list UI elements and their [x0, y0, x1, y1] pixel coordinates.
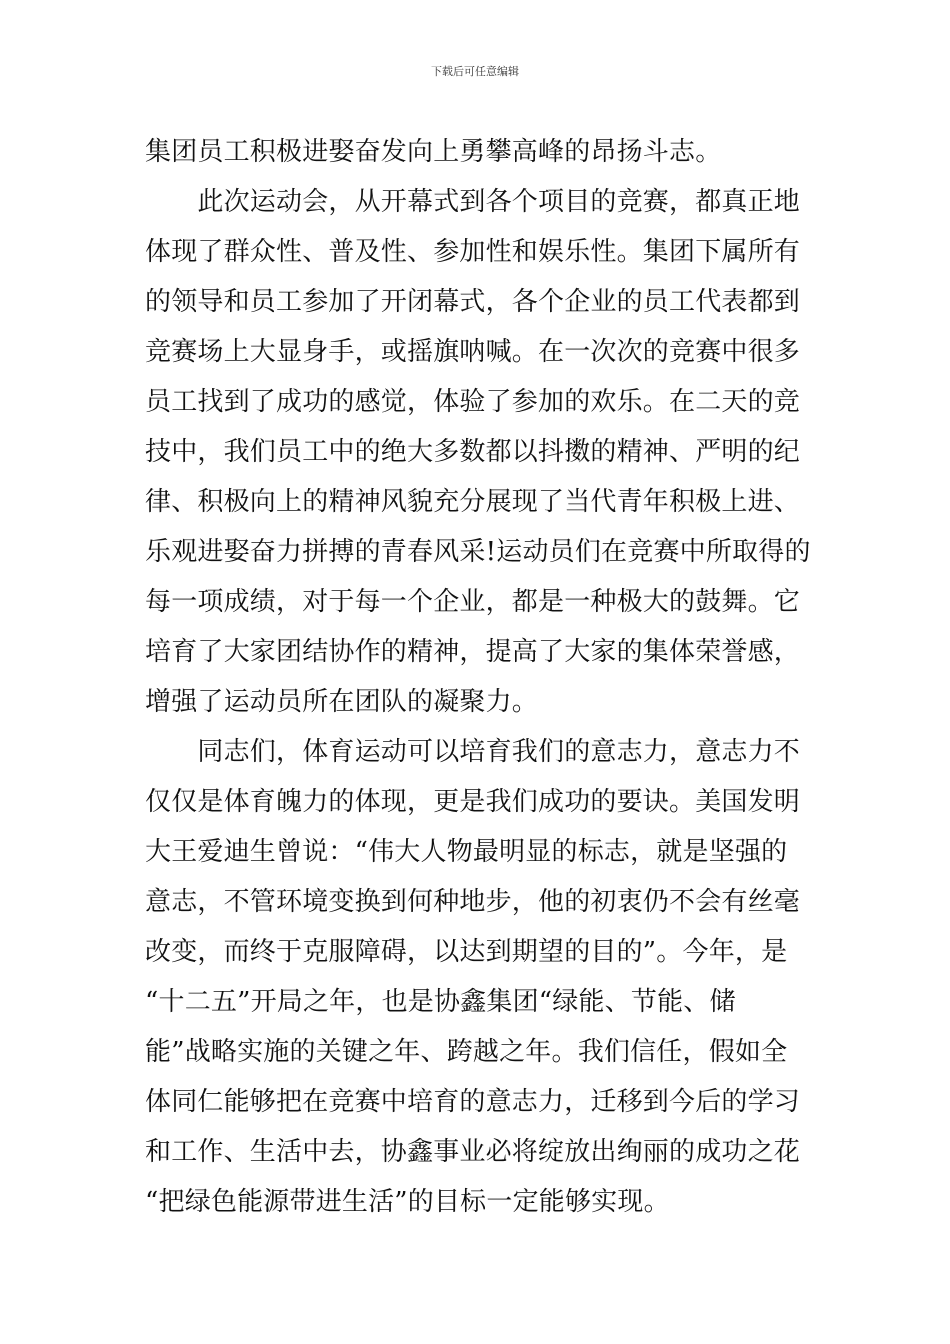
text-line: 律、积极向上的精神风貌充分展现了当代青年积极上进、	[145, 487, 801, 517]
text-line: 的领导和员工参加了开闭幕式，各个企业的员工代表都到	[145, 287, 801, 317]
text-line: 集团员工积极进娶奋发向上勇攀高峰的昂扬斗志。	[145, 137, 722, 167]
text-line: 竞赛场上大显身手，或摇旗呐喊。在一次次的竞赛中很多	[145, 337, 801, 367]
text-line: 技中，我们员工中的绝大多数都以抖擞的精神、严明的纪	[145, 437, 801, 467]
text-line: 增强了运动员所在团队的凝聚力。	[145, 687, 539, 717]
text-line: “十二五”开局之年，也是协鑫集团“绿能、节能、储	[145, 987, 736, 1017]
document-body	[145, 127, 811, 1227]
text-line: 仅仅是体育魄力的体现，更是我们成功的要诀。美国发明	[145, 787, 801, 817]
text-line: 体现了群众性、普及性、参加性和娱乐性。集团下属所有	[145, 237, 801, 267]
text-line: 能”战略实施的关键之年、跨越之年。我们信任，假如全	[145, 1037, 788, 1067]
page-header: 下载后可任意编辑	[431, 65, 519, 78]
text-line: 同志们，体育运动可以培育我们的意志力，意志力不	[145, 737, 801, 767]
text-line: 和工作、生活中去，协鑫事业必将绽放出绚丽的成功之花	[145, 1137, 801, 1167]
text-line: 员工找到了成功的感觉，体验了参加的欢乐。在二天的竞	[145, 387, 801, 417]
text-line: 培育了大家团结协作的精神，提高了大家的集体荣誉感，	[145, 637, 801, 667]
text-line: 大王爱迪生曾说：“伟大人物最明显的标志，就是坚强的	[145, 837, 788, 867]
text-line: “把绿色能源带进生活”的目标一定能够实现。	[145, 1187, 670, 1217]
text-line: 体同仁能够把在竞赛中培育的意志力，迁移到今后的学习	[145, 1087, 801, 1117]
text-line: 每一项成绩，对于每一个企业，都是一种极大的鼓舞。它	[145, 587, 801, 617]
text-line: 改变，而终于克服障碍，以达到期望的目的”。今年，是	[145, 937, 788, 967]
text-line: 此次运动会，从开幕式到各个项目的竞赛，都真正地	[145, 187, 801, 217]
text-line: 意志，不管环境变换到何种地步，他的初衷仍不会有丝毫	[145, 887, 801, 917]
text-line: 乐观进娶奋力拼搏的青春风采!运动员们在竞赛中所取得的	[145, 537, 811, 567]
